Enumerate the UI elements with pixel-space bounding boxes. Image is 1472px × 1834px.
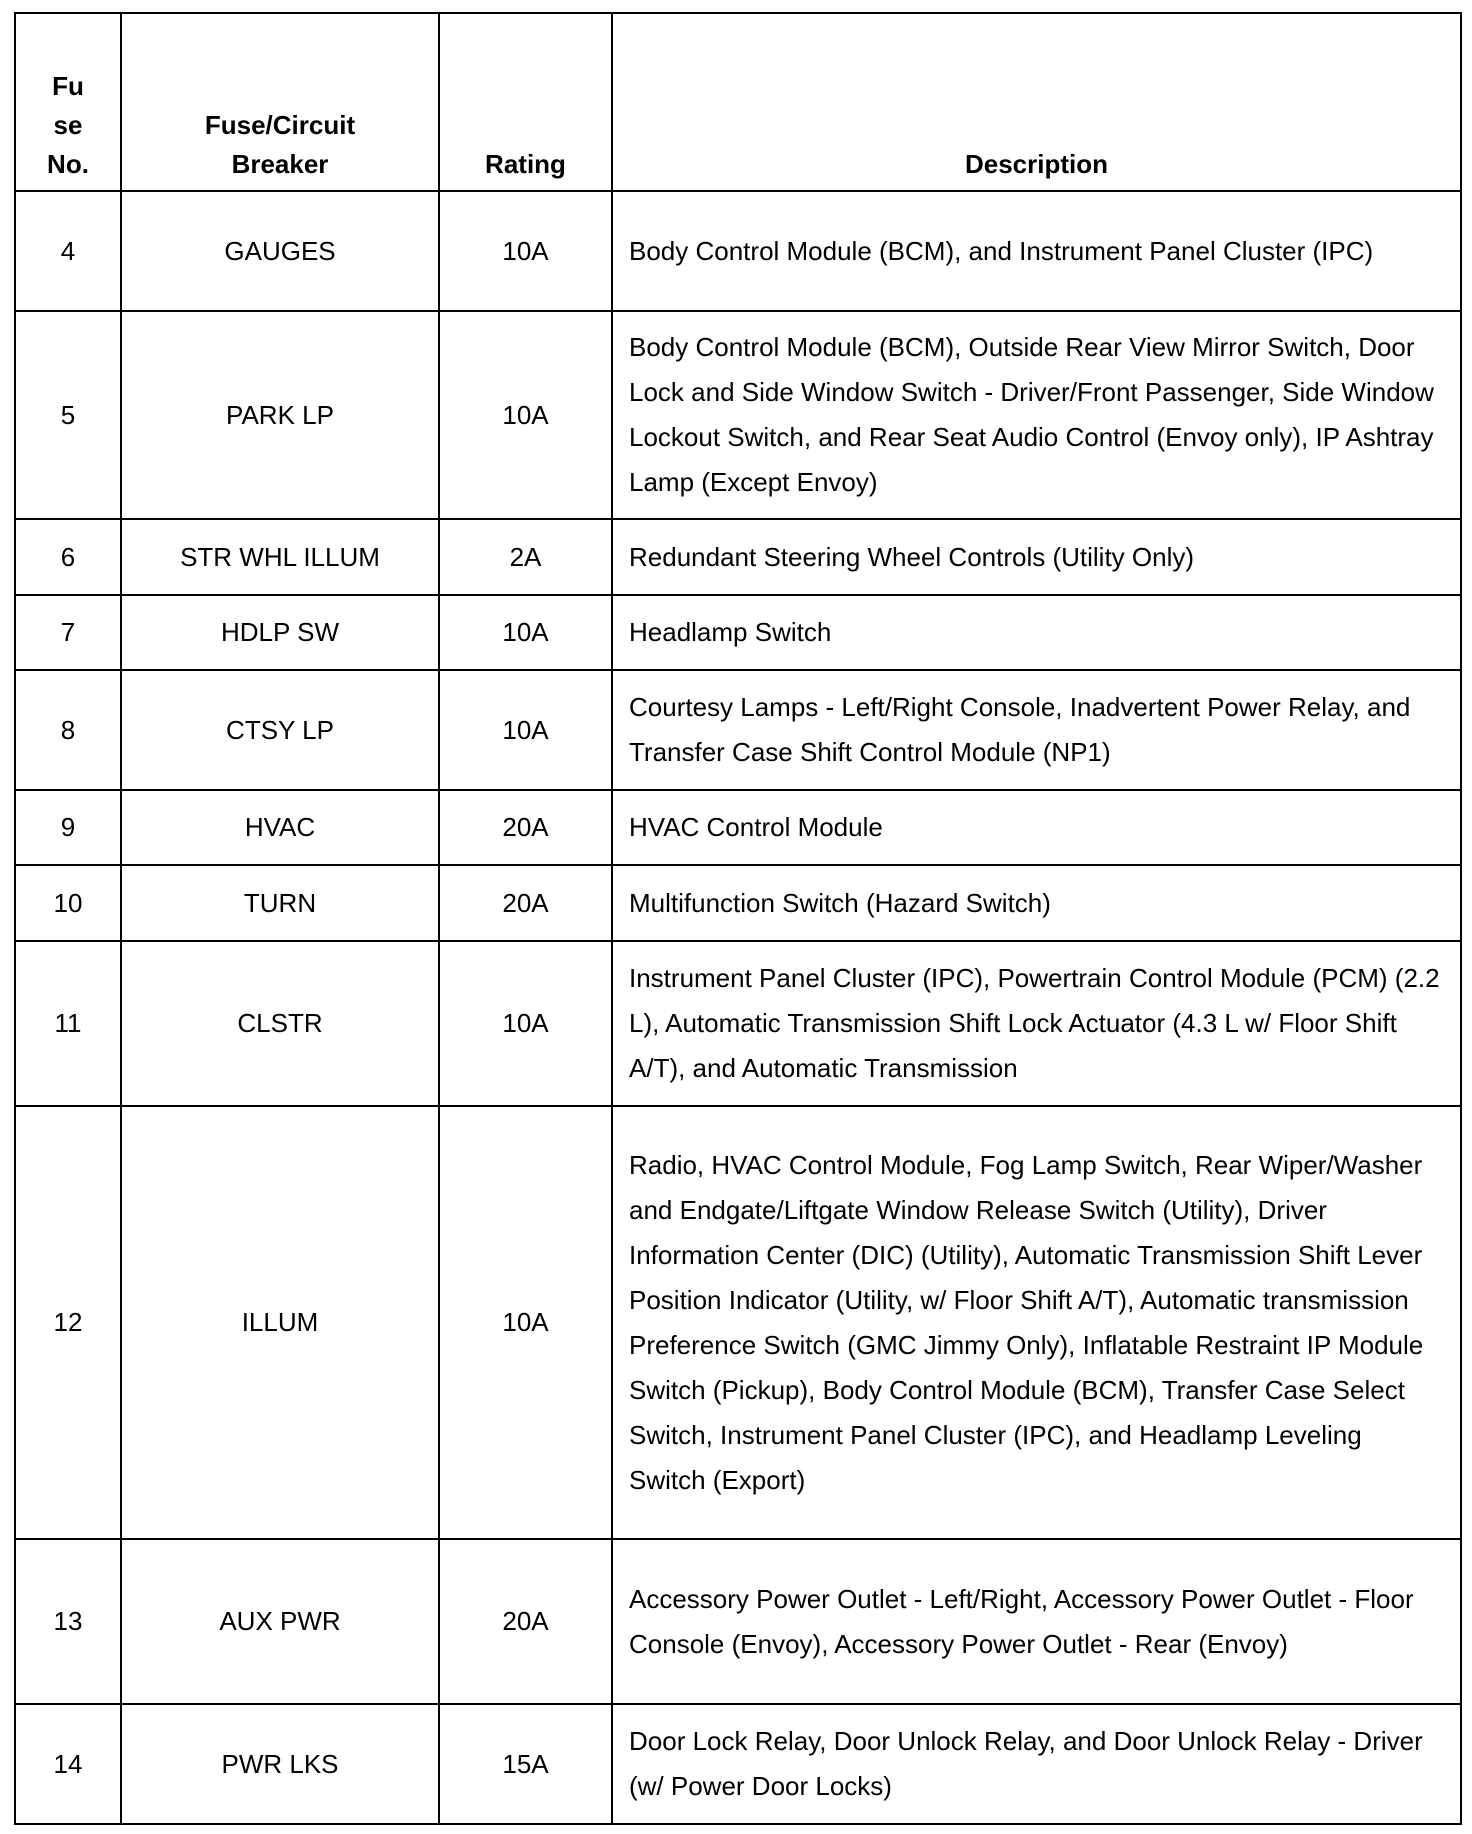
fuse-rating: 10A <box>439 311 612 519</box>
fuse-rating: 10A <box>439 191 612 311</box>
fuse-description: Body Control Module (BCM), Outside Rear View Mirror Switch, Door Lock and Side Window Switch - Driver/Front Passenger, Side Window Lockout Switch, and Rear Seat Audio Control (Envoy only), IP Ashtray Lamp (Except Envoy) <box>612 311 1461 519</box>
fuse-number: 12 <box>15 1106 121 1539</box>
table-row <box>15 191 1461 311</box>
fuse-rating: 10A <box>439 670 612 790</box>
table-row <box>15 519 1461 595</box>
header-breaker-line1: Fuse/Circuit <box>204 110 356 140</box>
table-row <box>15 1704 1461 1824</box>
table-row <box>15 865 1461 941</box>
fuse-table <box>14 12 1462 1825</box>
fuse-number: 10 <box>15 865 121 941</box>
fuse-rating: 10A <box>439 941 612 1106</box>
fuse-rating: 20A <box>439 790 612 865</box>
fuse-name: CLSTR <box>121 941 439 1106</box>
fuse-name: CTSY LP <box>121 670 439 790</box>
fuse-description: Headlamp Switch <box>612 595 1461 670</box>
fuse-name: GAUGES <box>121 191 439 311</box>
fuse-number: 11 <box>15 941 121 1106</box>
fuse-name: STR WHL ILLUM <box>121 519 439 595</box>
table-row <box>15 1106 1461 1539</box>
header-breaker-line2: Breaker <box>231 149 329 179</box>
fuse-rating: 20A <box>439 1539 612 1704</box>
table-row <box>15 1539 1461 1704</box>
fuse-number: 6 <box>15 519 121 595</box>
fuse-rating: 10A <box>439 1106 612 1539</box>
header-breaker <box>121 13 439 191</box>
fuse-name: ILLUM <box>121 1106 439 1539</box>
fuse-description: Redundant Steering Wheel Controls (Utility Only) <box>612 519 1461 595</box>
header-fuse-no-line2: se <box>53 110 83 140</box>
fuse-name: AUX PWR <box>121 1539 439 1704</box>
fuse-description: Instrument Panel Cluster (IPC), Powertrain Control Module (PCM) (2.2 L), Automatic Transmission Shift Lock Actuator (4.3 L w/ Floor Shift A/T), and Automatic Transmission <box>612 941 1461 1106</box>
fuse-rating: 2A <box>439 519 612 595</box>
table-row <box>15 311 1461 519</box>
fuse-name: HVAC <box>121 790 439 865</box>
fuse-name: PARK LP <box>121 311 439 519</box>
fuse-name: HDLP SW <box>121 595 439 670</box>
fuse-rating: 10A <box>439 595 612 670</box>
header-description: Description <box>612 13 1461 191</box>
fuse-description: Accessory Power Outlet - Left/Right, Accessory Power Outlet - Floor Console (Envoy), Accessory Power Outlet - Rear (Envoy) <box>612 1539 1461 1704</box>
header-fuse-no-line1: Fu <box>52 71 84 101</box>
fuse-description: Radio, HVAC Control Module, Fog Lamp Switch, Rear Wiper/Washer and Endgate/Liftgate Window Release Switch (Utility), Driver Information Center (DIC) (Utility), Automatic Transmission Shift Lever Position Indicator (Utility, w/ Floor Shift A/T), Automatic transmission Preference Switch (GMC Jimmy Only), Inflatable Restraint IP Module Switch (Pickup), Body Control Module (BCM), Transfer Case Select Switch, Instrument Panel Cluster (IPC), and Headlamp Leveling Switch (Export) <box>612 1106 1461 1539</box>
table-row <box>15 790 1461 865</box>
fuse-rating: 20A <box>439 865 612 941</box>
fuse-name: TURN <box>121 865 439 941</box>
fuse-number: 9 <box>15 790 121 865</box>
fuse-name: PWR LKS <box>121 1704 439 1824</box>
fuse-number: 13 <box>15 1539 121 1704</box>
header-rating: Rating <box>439 13 612 191</box>
fuse-number: 5 <box>15 311 121 519</box>
table-row <box>15 670 1461 790</box>
fuse-number: 14 <box>15 1704 121 1824</box>
table-row <box>15 595 1461 670</box>
fuse-description: Body Control Module (BCM), and Instrument Panel Cluster (IPC) <box>612 191 1461 311</box>
header-row <box>15 13 1461 191</box>
header-fuse-no <box>15 13 121 191</box>
fuse-description: Door Lock Relay, Door Unlock Relay, and Door Unlock Relay - Driver (w/ Power Door Locks) <box>612 1704 1461 1824</box>
fuse-description: Multifunction Switch (Hazard Switch) <box>612 865 1461 941</box>
fuse-description: HVAC Control Module <box>612 790 1461 865</box>
fuse-description: Courtesy Lamps - Left/Right Console, Inadvertent Power Relay, and Transfer Case Shift Control Module (NP1) <box>612 670 1461 790</box>
fuse-number: 8 <box>15 670 121 790</box>
fuse-number: 4 <box>15 191 121 311</box>
fuse-number: 7 <box>15 595 121 670</box>
fuse-rating: 15A <box>439 1704 612 1824</box>
table-row <box>15 941 1461 1106</box>
header-fuse-no-line3: No. <box>47 149 89 179</box>
